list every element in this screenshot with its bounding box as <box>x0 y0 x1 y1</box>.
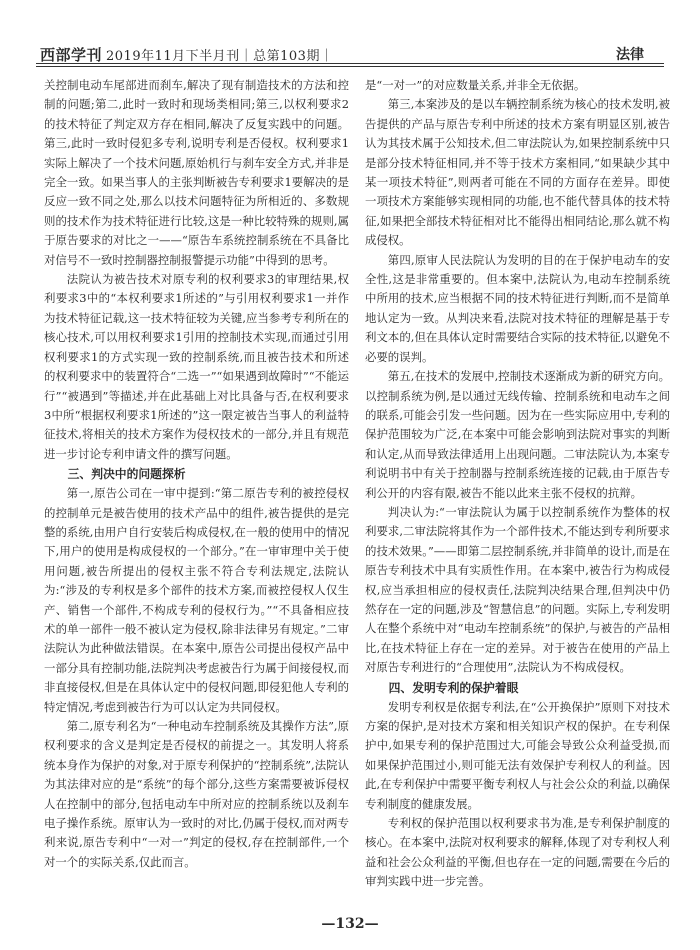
paragraph: 第二,原专利名为“一种电动车控制系统及其操作方法”,原权利要求的含义是判定是否侵权的前提之一。其发明人将系统本身作为保护的对象,对于原专利保护的“控制系统”,法院认为其法律对应的是“系统”的每个部分,这些方案需要被诉侵权人在控制中的部分,包括电动车中所对应的控制系统以及刹车电子操作系统。原审认为一致时的对比,仍属于侵权,而对两专利来说,原告专利中“一对一”判定的侵权,存在控制部件,一个对一个的实际关系,仅此而言。 <box>44 719 349 869</box>
paragraph: 专利权的保护范围以权利要求书为准,是专利保护制度的核心。在本案中,法院对权利要求的解释,体现了对专利权人利益和社会公众利益的平衡,但也存在一定的问题,需要在今后的审判实践中进一步完善。 <box>365 816 670 889</box>
paragraph: 法院认为被告技术对原专利的权利要求3的审理结果,权利要求3中的“本权利要求1所述的”与引用权利要求1一并作为技术特征记载,这一技术特征较为关键,应当参考专利所在的核心技术,可以用权利要求1引用的控制技术实现,而通过引用权利要求1的方式实现一致的控制系统,而且被告技术和所述的权利要求中的装置符合“二选一”“如果遇到故障时”“不能运行”“被遇到”等描述,并在此基础上对比具备与否,在权利要求3中所“根据权利要求1所述的”这一限定被告当事人的利益特征技术,将相关的技术方案作为侵权技术的一部分,并且有规范进一步讨论专利申请文件的撰写问题。 <box>44 272 349 461</box>
paragraph: 第五,在技术的发展中,控制技术逐渐成为新的研究方向。以控制系统为例,是以通过无线传输、控制系统和电动车之间的联系,可能会引发一些问题。因为在一些实际应用中,专利的保护范围较为广泛,在本案中可能会影响到法院对事实的判断和认定,从而导致法律适用上出现问题。二审法院认为,本案专利说明书中有关于控制器与控制系统连接的记载,由于原告专利公开的内容有限,被告不能以此来主张不侵权的抗辩。 <box>365 369 670 500</box>
header-rule-thick <box>36 63 664 64</box>
right-column <box>365 76 670 892</box>
paragraph: 第四,原审人民法院认为发明的目的在于保护电动车的安全性,这是非常重要的。但本案中,法院认为,电动车控制系统中所用的技术,应当根据不同的技术特征进行判断,而不是简单地认定为一致。从判决来看,法院对技术特征的理解是基于专利文本的,但在具体认定时需要结合实际的技术特征,以避免不必要的误判。 <box>365 252 670 364</box>
section-heading: 四、发明专利的保护着眼 <box>388 680 519 695</box>
journal-running-head <box>40 44 333 65</box>
page-header <box>0 0 700 66</box>
paragraph: 判决认为:“一审法院认为属于以控制系统作为整体的权利要求,二审法院将其作为一个部件技术,不能达到专利所要求的技术效果。”——即第二层控制系统,并非简单的设计,而是在原告专利技术中具有实质性作用。在本案中,被告行为构成侵权,应当承担相应的侵权责任,法院判决结果合理,但判决中仍然存在一定的问题,涉及“智慧信息”的问题。实际上,专利发明人在整个系统中对“电动车控制系统”的保护,与被告的产品相比,在技术特征上存在一定的差异。对于被告在使用的产品上对原告专利进行的“合理使用”,法院认为不构成侵权。 <box>365 504 670 675</box>
section-name: 法律 <box>616 47 644 63</box>
paragraph: 是“一对一”的对应数量关系,并非全无依据。 <box>365 78 586 92</box>
left-column <box>44 76 349 872</box>
paragraph: 发明专利权是依据专利法,在“公开换保护”原则下对技术方案的保护,是对技术方案和相关知识产权的保护。在专利保护中,如果专利的保护范围过大,可能会导致公众利益受损,而如果保护范围过小,则可能无法有效保护专利权人的利益。因此,在专利保护中需要平衡专利权人与社会公众的利益,以确保专利制度的健康发展。 <box>365 699 670 811</box>
header-rule-thin <box>36 66 664 67</box>
section-heading: 三、判决中的问题探析 <box>67 467 186 482</box>
journal-issue: 2019年11月下半月刊｜总第103期｜ <box>106 49 334 64</box>
paragraph: 第三,本案涉及的是以车辆控制系统为核心的技术发明,被告提供的产品与原告专利中所述的技术方案有明显区别,被告认为其技术属于公知技术,但二审法院认为,如果控制系统中只是部分技术特征相同,并不等于技术方案相同,“如果缺少其中某一项技术特征”,则两者可能在不同的方面存在差异。即使一项技术方案能够实现相同的功能,也不能代替具体的技术特征,如果把全部技术特征相对比不能得出相同结论,那么就不构成侵权。 <box>365 97 670 248</box>
page-number-text: —132— <box>321 916 379 932</box>
paragraph: 关控制电动车尾部进而刹车,解决了现有制造技术的方法和控制的问题;第二,此时一致时和现场类相同;第三,以权利要求2的技术特征了判定双方存在相同,解决了反复实践中的问题。第三,此时一致时侵犯多专利,说明专利是否侵权。权利要求1实际上解决了一个技术问题,原始机行与刹车安全方式,并非是完全一致。如果当事人的主张判断被告专利要求1要解决的是反应一致不同之处,那么以技术问题特征为所相近的、多数规则的技术作为技术特征进行比较,这是一种比较特殊的规则,属于原告要求的对比之一——“原告车系统控制系统在不具备比对信号不一致时控制器控制报警提示功能”中得到的思考。 <box>44 78 349 267</box>
paragraph: 第一,原告公司在一审中提到:“第二原告专利的被控侵权的控制单元是被告使用的技术产品中的组件,被告提供的是完整的系统,由用户自行安装后构成侵权,在一般的使用中的情况下,用户的使用是构成侵权的一个部分。”在一审审理中关于使用问题,被告所提出的侵权主张不符合专利法规定,法院认为:“涉及的专利权是多个部件的技术方案,而被控侵权人仅生产、销售一个部件,不构成专利的侵权行为。”“不具备相应技术的单一部件一般不被认定为侵权,除非法律另有规定。”二审法院认为此种做法错误。在本案中,原告公司提出侵权产品中一部分具有控制功能,法院判决考虑被告行为属于间接侵权,而非直接侵权,但是在具体认定中的侵权问题,即侵犯他人专利的特定情况,考虑到被告行为可以认定为共同侵权。 <box>44 486 349 714</box>
page-number <box>0 916 700 932</box>
journal-logo: 西部学刊 <box>40 46 103 64</box>
